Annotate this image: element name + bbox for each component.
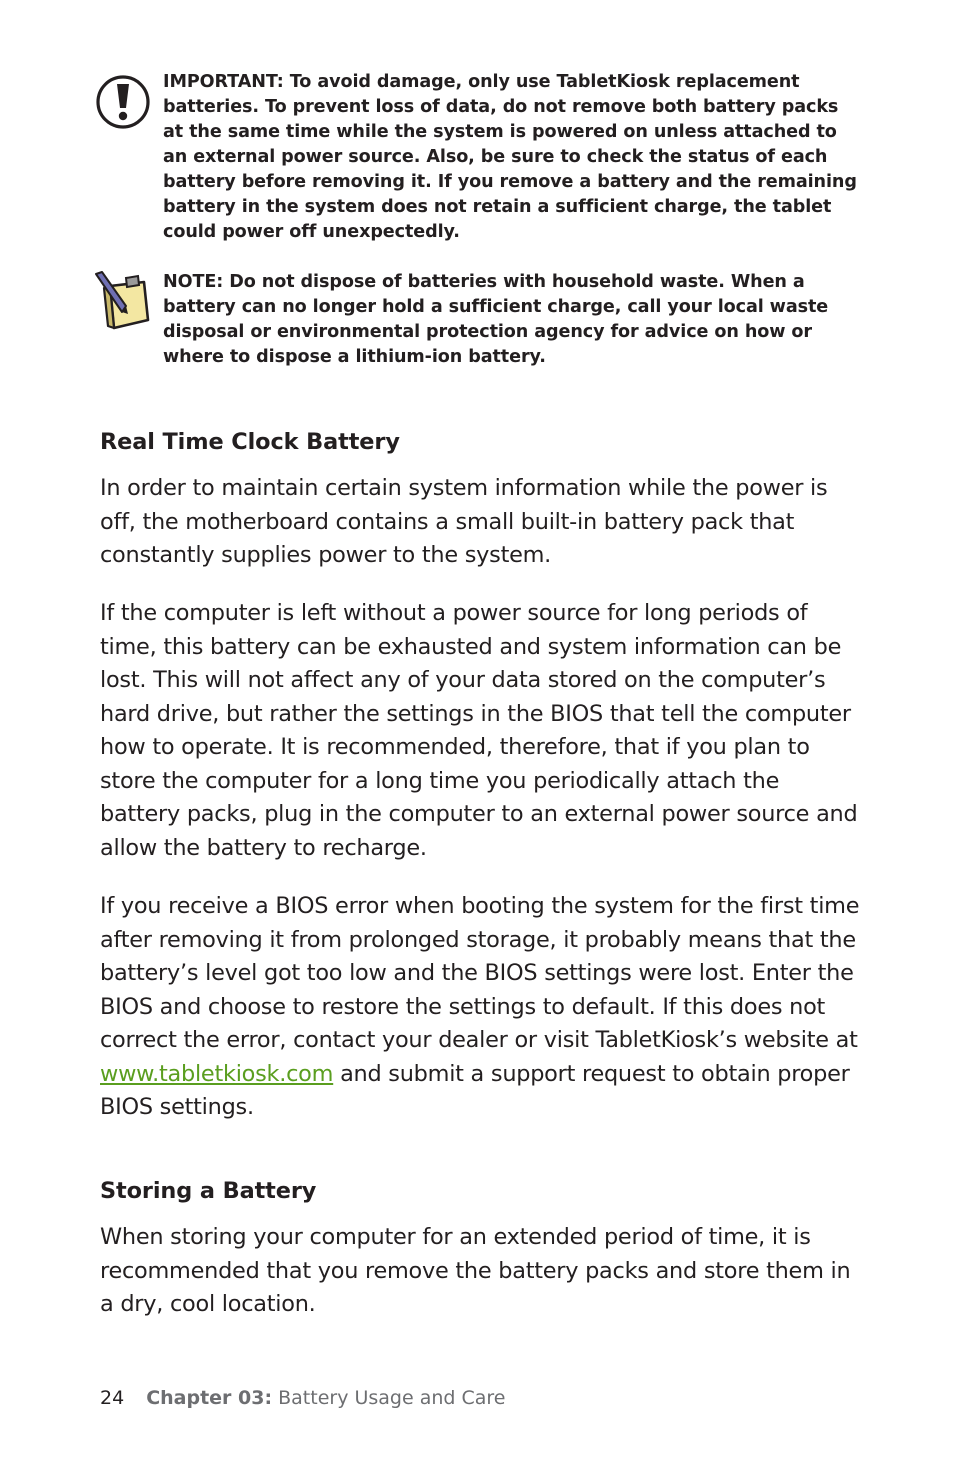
tabletkiosk-website-link[interactable]: www.tabletkiosk.com	[100, 1060, 334, 1087]
note-body: Do not dispose of batteries with household waste. When a battery can no longer hold a sufficient charge, call your local waste disposal or environmental protection agency for advice on how or where to dispose a lithium-ion battery.	[163, 272, 829, 367]
important-body: To avoid damage, only use TabletKiosk replacement batteries. To prevent loss of data, do not remove both battery packs at the same time while the system is powered on unless attached to an external power source. Also, be sure to check the status of each battery before removing it. If you remove a battery and the remaining battery in the system does not retain a sufficient charge, the tablet could power off unexpectedly.	[163, 72, 857, 242]
chapter-label: Chapter 03:	[146, 1387, 273, 1409]
page-footer	[100, 1385, 506, 1411]
rtc-paragraph-3	[100, 890, 860, 1125]
notepad-pencil-icon	[92, 270, 158, 338]
chapter-title: Battery Usage and Care	[272, 1387, 506, 1409]
note-text	[163, 270, 862, 370]
important-text	[163, 70, 862, 245]
rtc-paragraph-1: In order to maintain certain system information while the power is off, the motherboard contains a small built-in battery pack that constantly supplies power to the system.	[100, 475, 828, 568]
note-notice	[92, 270, 862, 380]
storing-paragraph-1: When storing your computer for an extended period of time, it is recommended that you remove the battery packs and store them in a dry, cool location.	[100, 1224, 851, 1317]
section-heading-storing-battery: Storing a Battery	[100, 1178, 317, 1204]
section-heading-real-time-clock: Real Time Clock Battery	[100, 429, 400, 455]
page-number: 24	[100, 1387, 125, 1409]
rtc-paragraph-3-before: If you receive a BIOS error when booting the system for the first time after removing it from prolonged storage, it probably means that the battery’s level got too low and the BIOS settings were lost. Enter the BIOS and choose to restore the settings to default. If this does not correct the error, contact your dealer or visit TabletKiosk’s website at	[100, 893, 860, 1053]
important-notice	[92, 70, 862, 250]
rtc-paragraph-2: If the computer is left without a power source for long periods of time, this battery can be exhausted and system information can be lost. This will not affect any of your data stored on the computer’s hard drive, but rather the settings in the BIOS that tell the computer how to operate. It is recommended, therefore, that if you plan to store the computer for a long time you periodically attach the battery packs, plug in the computer to an external power source and allow the battery to recharge.	[100, 600, 858, 861]
rtc-paragraph-3-after: and submit a support request to obtain proper BIOS settings.	[100, 1060, 850, 1120]
exclamation-circle-icon	[92, 70, 152, 134]
note-label: NOTE:	[163, 272, 224, 292]
important-label: IMPORTANT:	[163, 72, 284, 92]
